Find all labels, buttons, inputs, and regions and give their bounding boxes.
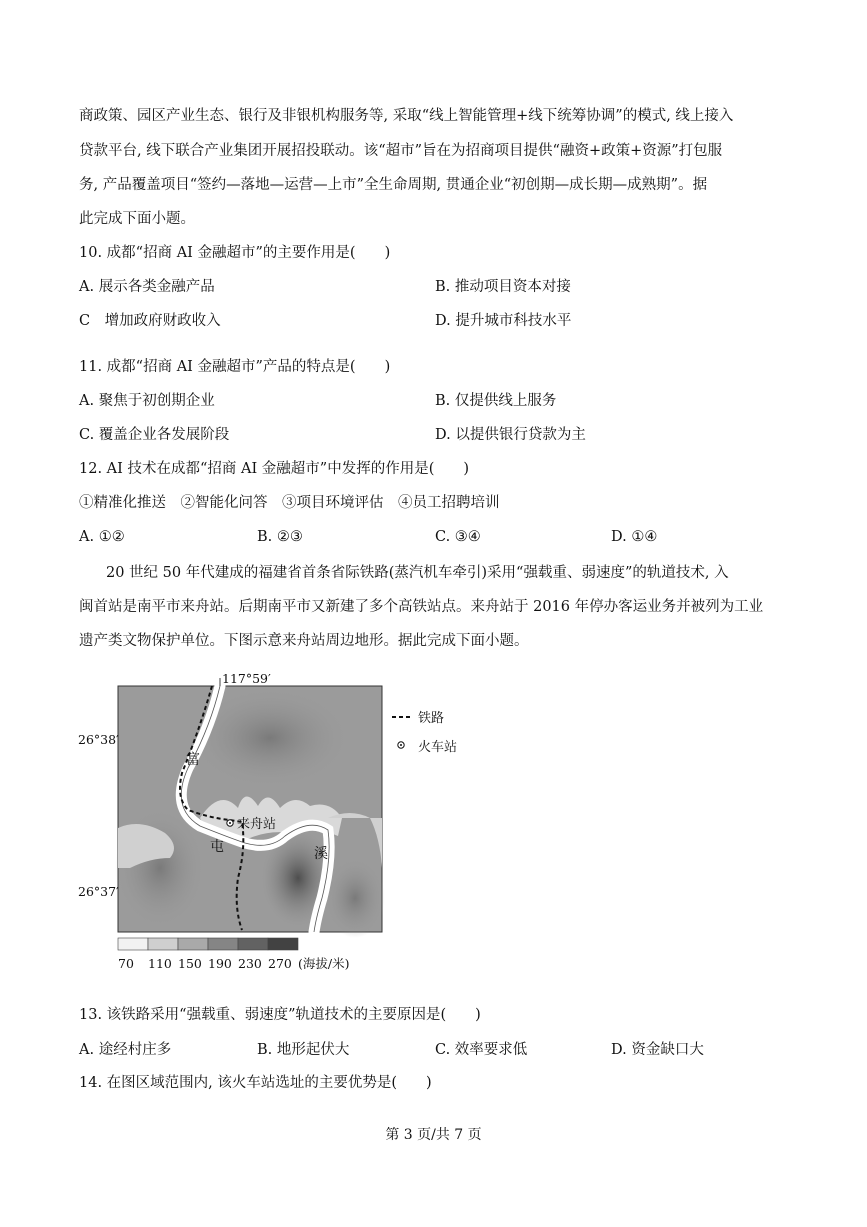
page-footer: 第 3 页/共 7 页 <box>385 1127 482 1143</box>
longitude-label: 117°59′ <box>222 671 271 686</box>
elevation-value-label: 190 <box>208 956 232 971</box>
question-11-option-c[interactable]: C. 覆盖企业各发展阶段 <box>79 427 230 443</box>
question-13-stem: 13. 该铁路采用“强载重、弱速度”轨道技术的主要原因是( ) <box>79 1007 481 1023</box>
question-13-option-d[interactable]: D. 资金缺口大 <box>611 1042 704 1058</box>
question-10-option-c[interactable]: C 增加政府财政收入 <box>79 313 221 329</box>
intro-line-4: 此完成下面小题。 <box>79 211 195 227</box>
river-char-xi: 溪 <box>314 846 328 862</box>
question-14-stem: 14. 在图区域范围内, 该火车站选址的主要优势是( ) <box>79 1075 432 1091</box>
question-12-option-a[interactable]: A. ①② <box>79 529 125 545</box>
latitude-bottom-label: 26°37′ <box>78 884 119 899</box>
question-10-option-a[interactable]: A. 展示各类金融产品 <box>79 279 215 295</box>
railway-line-3: 遗产类文物保护单位。下图示意来舟站周边地形。据此完成下面小题。 <box>79 633 529 649</box>
railway-line-2: 闽首站是南平市来舟站。后期南平市又新建了多个高铁站点。来舟站于 2016 年停办客运业务并被列为工业 <box>79 599 764 615</box>
railway-line-1: 20 世纪 50 年代建成的福建省首条省际铁路(蒸汽机车牵引)采用“强载重、弱速度”的轨道技术, 入 <box>106 565 729 581</box>
elevation-scale-bar <box>118 938 298 950</box>
question-13-option-b[interactable]: B. 地形起伏大 <box>257 1042 350 1058</box>
intro-line-3: 务, 产品覆盖项目“签约—落地—运营—上市”全生命周期, 贯通企业“初创期—成长期—成熟期”。据 <box>79 177 708 193</box>
question-12-option-b[interactable]: B. ②③ <box>257 529 303 545</box>
question-11-option-b[interactable]: B. 仅提供线上服务 <box>435 393 557 409</box>
question-12-option-d[interactable]: D. ①④ <box>611 529 658 545</box>
question-11-option-a[interactable]: A. 聚焦于初创期企业 <box>79 393 215 409</box>
river-char-fu: 富 <box>186 752 200 768</box>
intro-line-2: 贷款平台, 线下联合产业集团开展招投联动。该“超市”旨在为招商项目提供“融资+政策+资源”打包服 <box>79 143 723 159</box>
question-12-items: ①精准化推送 ②智能化问答 ③项目环境评估 ④员工招聘培训 <box>79 495 500 511</box>
elevation-swatch <box>148 938 178 950</box>
elevation-unit: (海拔/米) <box>298 956 350 971</box>
elevation-scale-labels <box>118 956 292 971</box>
elevation-value-label: 270 <box>268 956 292 971</box>
river-char-tun: 屯 <box>210 839 224 855</box>
question-11-stem: 11. 成都“招商 AI 金融超市”产品的特点是( ) <box>79 359 391 375</box>
elevation-swatch <box>178 938 208 950</box>
elevation-value-label: 230 <box>238 956 262 971</box>
question-10-option-b[interactable]: B. 推动项目资本对接 <box>435 279 571 295</box>
elevation-swatch <box>118 938 148 950</box>
question-13-option-a[interactable]: A. 途经村庄多 <box>79 1042 172 1058</box>
question-12-stem: 12. AI 技术在成都“招商 AI 金融超市”中发挥的作用是( ) <box>79 461 470 477</box>
elevation-value-label: 110 <box>148 956 172 971</box>
elevation-swatch <box>208 938 238 950</box>
elevation-value-label: 70 <box>118 956 134 971</box>
question-10-option-d[interactable]: D. 提升城市科技水平 <box>435 313 572 329</box>
elevation-swatch <box>268 938 298 950</box>
elevation-value-label: 150 <box>178 956 202 971</box>
legend-railway-label: 铁路 <box>418 711 445 726</box>
latitude-top-label: 26°38′ <box>78 732 119 747</box>
elevation-swatch <box>238 938 268 950</box>
intro-line-1: 商政策、园区产业生态、银行及非银机构服务等, 采取“线上智能管理+线下统筹协调”的模式, 线上接入 <box>79 108 734 124</box>
station-label: 来舟站 <box>237 817 277 832</box>
legend-station-label: 火车站 <box>418 740 458 755</box>
question-12-option-c[interactable]: C. ③④ <box>435 529 481 545</box>
question-10-stem: 10. 成都“招商 AI 金融超市”的主要作用是( ) <box>79 245 391 261</box>
question-13-option-c[interactable]: C. 效率要求低 <box>435 1042 528 1058</box>
question-11-option-d[interactable]: D. 以提供银行贷款为主 <box>435 427 586 443</box>
topographic-map <box>70 668 490 978</box>
